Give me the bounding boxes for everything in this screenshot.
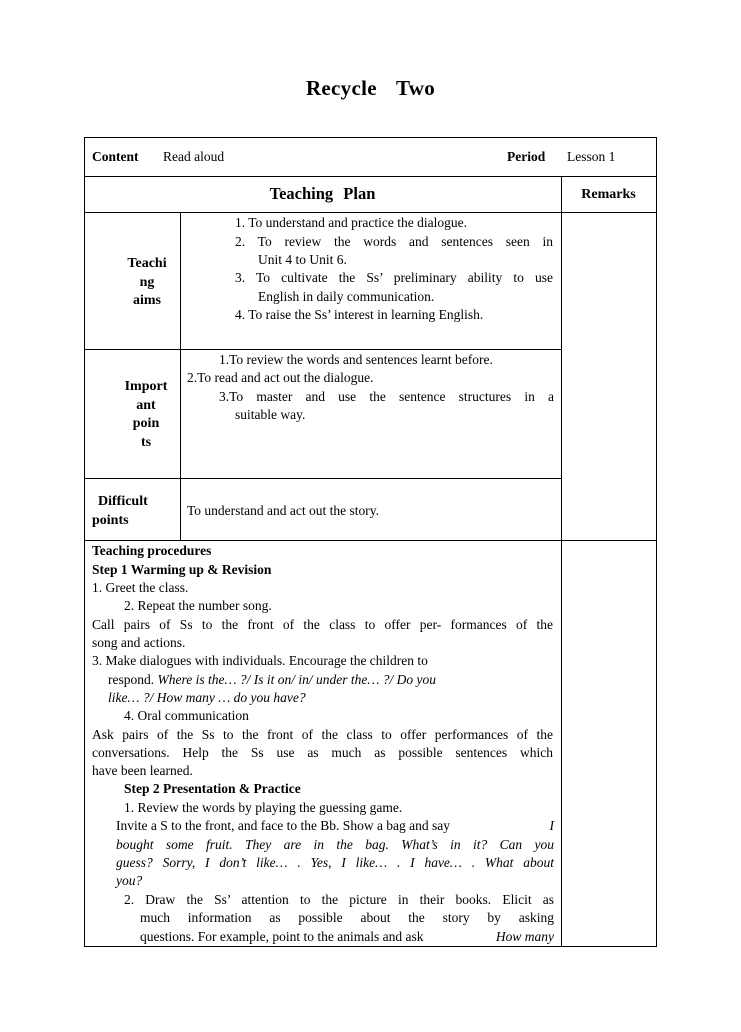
important-line: suitable way.: [235, 407, 306, 422]
procedure-line: 1. Greet the class.: [92, 580, 189, 595]
procedure-line: bought some fruit. They are in the bag. What’s in it? Can you: [116, 837, 554, 852]
step1-heading: Step 1 Warming up & Revision: [92, 562, 272, 577]
important-line: 2.To read and act out the dialogue.: [187, 370, 374, 385]
procedure-line: respond. Where is the… ?/ Is it on/ in/ under the… ?/ Do you: [108, 672, 436, 687]
procedure-line: 3. Make dialogues with individuals. Encourage the children to: [92, 653, 428, 668]
content-label: Content: [92, 149, 139, 164]
procedure-line: you?: [116, 873, 143, 888]
important-line: 1.To review the words and sentences learnt before.: [219, 352, 493, 367]
procedure-line: 2. Draw the Ss’ attention to the picture in their books. Elicit as: [124, 892, 554, 907]
procedure-line: Invite a S to the front, and face to the Bb. Show a bag and say I: [116, 818, 554, 833]
procedure-line: questions. For example, point to the animals and ask How many: [140, 929, 554, 944]
aim-line: 1. To understand and practice the dialogue.: [235, 215, 467, 230]
aim-line: English in daily communication.: [258, 289, 435, 304]
important-points-label: Import ant poin ts: [124, 379, 168, 450]
teaching-aims-label: Teachi ng aims: [127, 256, 167, 308]
remarks-divider: [561, 176, 562, 947]
important-line: 3.To master and use the sentence structures in a: [219, 389, 554, 404]
row-divider: [84, 478, 561, 479]
table-border-left: [84, 137, 85, 947]
procedure-line: much information as possible about the story by asking: [140, 910, 554, 925]
row-divider: [84, 212, 657, 213]
aim-line: 3. To cultivate the Ss’ preliminary ability to use: [235, 270, 553, 285]
procedure-line: 2. Repeat the number song.: [124, 598, 272, 613]
procedure-line: guess? Sorry, I don’t like… . Yes, I like… . I have… . What about: [116, 855, 554, 870]
aim-line: 4. To raise the Ss’ interest in learning English.: [235, 307, 484, 322]
period-value: Lesson 1: [567, 149, 616, 164]
procedure-line: have been learned.: [92, 763, 193, 778]
content-value: Read aloud: [163, 149, 225, 164]
procedure-line: 1. Review the words by playing the guessing game.: [124, 800, 403, 815]
procedure-line: Call pairs of Ss to the front of the class to offer per- formances of the: [92, 617, 553, 632]
table-border-top: [84, 137, 657, 138]
table-border-right: [656, 137, 657, 947]
procedure-line: conversations. Help the Ss use as much as possible sentences which: [92, 745, 553, 760]
row-divider: [84, 176, 657, 177]
procedure-line: song and actions.: [92, 635, 186, 650]
row-divider: [84, 540, 657, 541]
procedures-heading: Teaching procedures: [92, 543, 212, 558]
procedure-line: 4. Oral communication: [124, 708, 249, 723]
period-label: Period: [507, 149, 546, 164]
procedure-line: Ask pairs of the Ss to the front of the class to offer performances of the: [92, 727, 553, 742]
aim-line: Unit 4 to Unit 6.: [258, 252, 347, 267]
step2-heading: Step 2 Presentation & Practice: [124, 781, 301, 796]
difficult-text: To understand and act out the story.: [187, 503, 380, 518]
row-divider: [84, 349, 561, 350]
page-title: Recycle Two: [305, 76, 436, 100]
difficult-points-label: Difficult points: [92, 494, 148, 528]
aim-line: 2. To review the words and sentences seen in: [235, 234, 553, 249]
label-column-divider: [180, 212, 181, 540]
procedure-line: like… ?/ How many … do you have?: [108, 690, 306, 705]
teaching-plan-heading: Teaching Plan: [269, 184, 376, 203]
remarks-heading: Remarks: [581, 187, 636, 202]
